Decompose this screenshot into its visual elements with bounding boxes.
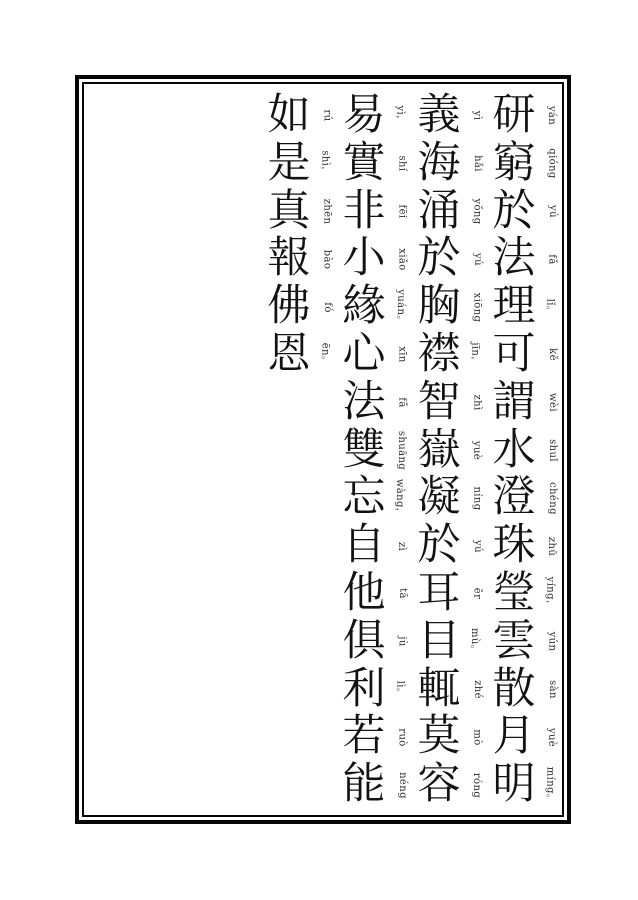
pinyin-label: qióng bbox=[546, 148, 558, 179]
hanzi-char: 是 bbox=[267, 137, 311, 188]
hanzi-char: 窮 bbox=[492, 137, 536, 188]
pinyin-box bbox=[542, 235, 562, 283]
pinyin-label: zì bbox=[396, 541, 408, 551]
hanzi-char: 利 bbox=[342, 663, 386, 714]
char-cell bbox=[336, 137, 412, 188]
pinyin-label: yú bbox=[471, 252, 483, 266]
pinyin-box bbox=[542, 283, 562, 331]
hanzi-char: 散 bbox=[492, 663, 536, 714]
pinyin-label: mò bbox=[471, 729, 483, 746]
char-cell bbox=[411, 283, 487, 331]
hanzi-char: 珠 bbox=[492, 520, 536, 571]
hanzi-char: 若 bbox=[342, 711, 386, 762]
pinyin-label: shì， bbox=[319, 150, 331, 177]
hanzi-char: 容 bbox=[417, 759, 461, 810]
char-cell bbox=[486, 283, 562, 331]
pinyin-box bbox=[542, 570, 562, 618]
hanzi-char: 法 bbox=[492, 233, 536, 284]
pinyin-box bbox=[392, 666, 412, 714]
char-cell bbox=[336, 328, 412, 379]
char-cell bbox=[336, 615, 412, 666]
pinyin-box bbox=[542, 761, 562, 809]
pinyin-box bbox=[317, 188, 337, 236]
pinyin-box bbox=[392, 713, 412, 761]
hanzi-char: 瑩 bbox=[492, 567, 536, 618]
pinyin-box bbox=[542, 474, 562, 522]
pinyin-label: chéng bbox=[546, 481, 558, 515]
char-cell bbox=[336, 376, 412, 427]
pinyin-box bbox=[467, 522, 487, 570]
pinyin-label: wèi bbox=[546, 393, 558, 413]
pinyin-label: jīn， bbox=[469, 342, 481, 368]
pinyin-box bbox=[392, 379, 412, 427]
hanzi-char: 莫 bbox=[417, 711, 461, 762]
pinyin-label: zhū bbox=[546, 536, 558, 556]
char-cell bbox=[486, 522, 562, 570]
text-column bbox=[486, 92, 562, 809]
pinyin-label: néng bbox=[396, 771, 408, 799]
char-cell bbox=[336, 283, 412, 331]
hanzi-char: 忘 bbox=[342, 472, 386, 523]
char-cell bbox=[411, 522, 487, 570]
hanzi-char: 真 bbox=[267, 185, 311, 236]
char-cell bbox=[486, 328, 562, 379]
pinyin-label: yǒng bbox=[471, 198, 483, 225]
hanzi-char: 胸 bbox=[417, 281, 461, 332]
pinyin-box bbox=[392, 92, 412, 140]
char-cell bbox=[411, 185, 487, 236]
pinyin-label: yuán。 bbox=[394, 288, 406, 326]
char-cell bbox=[486, 713, 562, 761]
char-cell bbox=[411, 235, 487, 283]
pinyin-box bbox=[542, 666, 562, 714]
pinyin-box bbox=[467, 235, 487, 283]
pinyin-box bbox=[392, 618, 412, 666]
pinyin-box bbox=[467, 283, 487, 331]
pinyin-label: xiōng bbox=[471, 292, 483, 322]
char-cell bbox=[336, 424, 412, 475]
char-cell bbox=[261, 235, 337, 283]
pinyin-label: yì bbox=[471, 111, 483, 121]
pinyin-box bbox=[467, 713, 487, 761]
text-column bbox=[261, 92, 337, 379]
char-cell bbox=[336, 663, 412, 714]
char-cell bbox=[486, 92, 562, 140]
pinyin-label: róng bbox=[471, 772, 483, 798]
pinyin-label: rú bbox=[321, 109, 333, 122]
char-cell bbox=[411, 615, 487, 666]
pinyin-box bbox=[542, 331, 562, 379]
char-cell bbox=[486, 424, 562, 475]
hanzi-char: 月 bbox=[492, 711, 536, 762]
hanzi-char: 明 bbox=[492, 759, 536, 810]
char-cell bbox=[411, 376, 487, 427]
hanzi-char: 能 bbox=[342, 759, 386, 810]
pinyin-box bbox=[542, 713, 562, 761]
pinyin-label: yuè bbox=[546, 727, 558, 747]
char-cell bbox=[486, 663, 562, 714]
pinyin-label: yì， bbox=[394, 105, 406, 126]
char-cell bbox=[486, 185, 562, 236]
pinyin-box bbox=[542, 427, 562, 475]
pinyin-box bbox=[392, 427, 412, 475]
pinyin-box bbox=[392, 474, 412, 522]
pinyin-label: xīn bbox=[396, 346, 408, 364]
pinyin-label: ěr bbox=[471, 588, 483, 600]
pinyin-box bbox=[467, 331, 487, 379]
char-cell bbox=[261, 137, 337, 188]
char-cell bbox=[336, 567, 412, 618]
hanzi-char: 如 bbox=[267, 90, 311, 140]
pinyin-label: bào bbox=[321, 249, 333, 270]
hanzi-char: 謂 bbox=[492, 376, 536, 427]
pinyin-box bbox=[542, 379, 562, 427]
hanzi-char: 報 bbox=[267, 233, 311, 284]
char-cell bbox=[261, 283, 337, 331]
pinyin-box bbox=[467, 666, 487, 714]
pinyin-label: yán bbox=[546, 106, 558, 126]
char-cell bbox=[336, 474, 412, 522]
pinyin-label: shí bbox=[396, 155, 408, 172]
hanzi-char: 智 bbox=[417, 376, 461, 427]
pinyin-box bbox=[542, 92, 562, 140]
hanzi-char: 目 bbox=[417, 615, 461, 666]
pinyin-label: yú bbox=[546, 205, 558, 218]
pinyin-label: yún bbox=[546, 631, 558, 652]
pinyin-label: wàng， bbox=[394, 478, 406, 518]
pinyin-box bbox=[392, 570, 412, 618]
char-cell bbox=[411, 663, 487, 714]
pinyin-box bbox=[392, 761, 412, 809]
char-cell bbox=[411, 424, 487, 475]
char-cell bbox=[486, 137, 562, 188]
hanzi-char: 他 bbox=[342, 567, 386, 618]
pinyin-label: ēn。 bbox=[319, 343, 331, 367]
pinyin-box bbox=[392, 522, 412, 570]
pinyin-label: hǎi bbox=[471, 155, 483, 173]
hanzi-char: 研 bbox=[492, 90, 536, 140]
char-cell bbox=[411, 92, 487, 140]
hanzi-char: 雲 bbox=[492, 615, 536, 666]
hanzi-char: 恩 bbox=[267, 328, 311, 379]
hanzi-char: 嶽 bbox=[417, 424, 461, 475]
pinyin-box bbox=[317, 235, 337, 283]
pinyin-box bbox=[467, 427, 487, 475]
char-cell bbox=[336, 522, 412, 570]
hanzi-char: 義 bbox=[417, 90, 461, 140]
pinyin-box bbox=[542, 140, 562, 188]
hanzi-char: 佛 bbox=[267, 281, 311, 332]
pinyin-box bbox=[392, 235, 412, 283]
char-cell bbox=[486, 761, 562, 809]
pinyin-box bbox=[392, 331, 412, 379]
pinyin-label: jù bbox=[396, 636, 408, 647]
char-cell bbox=[486, 615, 562, 666]
hanzi-char: 於 bbox=[417, 520, 461, 571]
pinyin-label: mù。 bbox=[469, 628, 481, 656]
char-cell bbox=[336, 185, 412, 236]
pinyin-label: yuè bbox=[471, 440, 483, 461]
char-cell bbox=[486, 474, 562, 522]
pinyin-box bbox=[467, 761, 487, 809]
pinyin-box bbox=[467, 474, 487, 522]
pinyin-box bbox=[392, 188, 412, 236]
pinyin-label: tā bbox=[396, 588, 408, 600]
char-cell bbox=[411, 328, 487, 379]
char-cell bbox=[336, 235, 412, 283]
char-cell bbox=[486, 376, 562, 427]
pinyin-box bbox=[542, 522, 562, 570]
pinyin-label: yíng， bbox=[544, 577, 556, 611]
char-cell bbox=[336, 761, 412, 809]
hanzi-char: 耳 bbox=[417, 567, 461, 618]
hanzi-char: 實 bbox=[342, 137, 386, 188]
pinyin-label: shuǐ bbox=[546, 439, 558, 462]
hanzi-char: 心 bbox=[342, 328, 386, 379]
pinyin-label: kě bbox=[546, 348, 558, 362]
pinyin-box bbox=[542, 188, 562, 236]
pinyin-label: shuāng bbox=[396, 430, 408, 471]
hanzi-char: 非 bbox=[342, 185, 386, 236]
char-cell bbox=[336, 92, 412, 140]
pinyin-label: zhēn bbox=[321, 198, 333, 225]
hanzi-char: 於 bbox=[492, 185, 536, 236]
pinyin-label: sàn bbox=[546, 680, 558, 699]
char-cell bbox=[411, 761, 487, 809]
char-cell bbox=[261, 92, 337, 140]
pinyin-box bbox=[467, 618, 487, 666]
pinyin-box bbox=[392, 283, 412, 331]
hanzi-char: 襟 bbox=[417, 328, 461, 379]
char-cell bbox=[411, 567, 487, 618]
char-cell bbox=[486, 567, 562, 618]
hanzi-char: 輒 bbox=[417, 663, 461, 714]
pinyin-label: yú bbox=[471, 539, 483, 553]
pinyin-box bbox=[467, 570, 487, 618]
hanzi-char: 凝 bbox=[417, 472, 461, 523]
char-cell bbox=[486, 235, 562, 283]
hanzi-char: 於 bbox=[417, 233, 461, 284]
pinyin-label: zhì bbox=[471, 394, 483, 411]
char-cell bbox=[261, 328, 337, 379]
hanzi-char: 自 bbox=[342, 520, 386, 571]
pinyin-box bbox=[542, 618, 562, 666]
pinyin-box bbox=[467, 379, 487, 427]
hanzi-char: 澄 bbox=[492, 472, 536, 523]
pinyin-label: fó bbox=[321, 301, 333, 313]
pinyin-box bbox=[317, 92, 337, 140]
char-cell bbox=[411, 713, 487, 761]
hanzi-char: 可 bbox=[492, 328, 536, 379]
pinyin-label: lǐ。 bbox=[544, 298, 556, 316]
char-cell bbox=[261, 185, 337, 236]
pinyin-label: zhé bbox=[471, 680, 483, 699]
pinyin-box bbox=[392, 140, 412, 188]
pinyin-box bbox=[317, 140, 337, 188]
text-column bbox=[336, 92, 412, 809]
pinyin-label: fēi bbox=[396, 204, 408, 219]
hanzi-char: 水 bbox=[492, 424, 536, 475]
hanzi-char: 雙 bbox=[342, 424, 386, 475]
hanzi-char: 小 bbox=[342, 233, 386, 284]
pinyin-box bbox=[317, 331, 337, 379]
hanzi-char: 易 bbox=[342, 90, 386, 140]
hanzi-char: 法 bbox=[342, 376, 386, 427]
pinyin-label: fǎ bbox=[396, 397, 408, 408]
pinyin-label: míng。 bbox=[544, 766, 556, 804]
hanzi-char: 緣 bbox=[342, 281, 386, 332]
pinyin-label: fǎ bbox=[546, 254, 558, 265]
hanzi-char: 海 bbox=[417, 137, 461, 188]
pinyin-box bbox=[467, 188, 487, 236]
hanzi-char: 涌 bbox=[417, 185, 461, 236]
text-column bbox=[411, 92, 487, 809]
pinyin-label: lì。 bbox=[394, 680, 406, 699]
char-cell bbox=[336, 713, 412, 761]
char-cell bbox=[411, 474, 487, 522]
hanzi-char: 理 bbox=[492, 281, 536, 332]
hanzi-char: 俱 bbox=[342, 615, 386, 666]
pinyin-box bbox=[467, 92, 487, 140]
pinyin-box bbox=[317, 283, 337, 331]
pinyin-label: ruò bbox=[396, 728, 408, 747]
char-cell bbox=[411, 137, 487, 188]
pinyin-label: xiǎo bbox=[396, 248, 408, 271]
pinyin-label: níng bbox=[471, 486, 483, 511]
pinyin-box bbox=[467, 140, 487, 188]
